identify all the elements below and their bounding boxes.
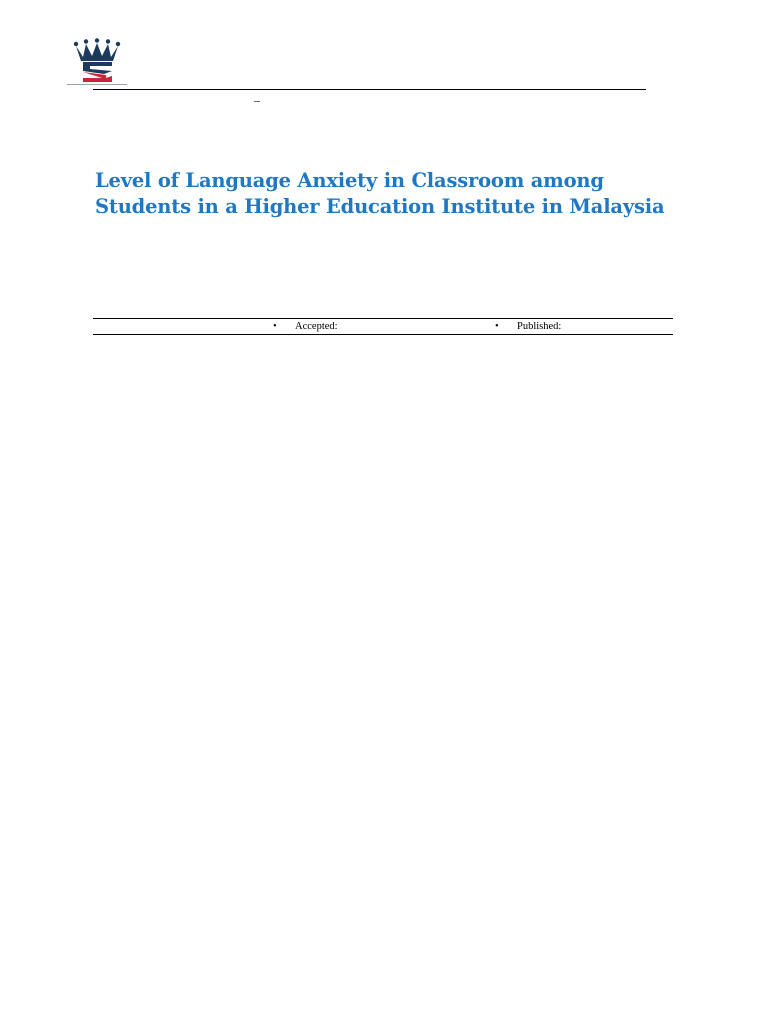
header-dash: – [254,93,260,107]
accepted-label: Accepted: [295,321,338,332]
bullet-icon: • [273,321,277,332]
accepted-date [273,320,338,333]
article-title [95,168,695,220]
bullet-icon: • [495,321,499,332]
published-date [495,320,561,333]
dates-bar [93,318,673,335]
journal-logo-icon [66,38,128,86]
published-label: Published: [517,321,562,332]
article-title-line-2: Students in a Higher Education Institute in Malaysia [95,195,665,218]
header-rule [93,89,646,90]
article-title-line-1: Level of Language Anxiety in Classroom among [95,169,604,192]
